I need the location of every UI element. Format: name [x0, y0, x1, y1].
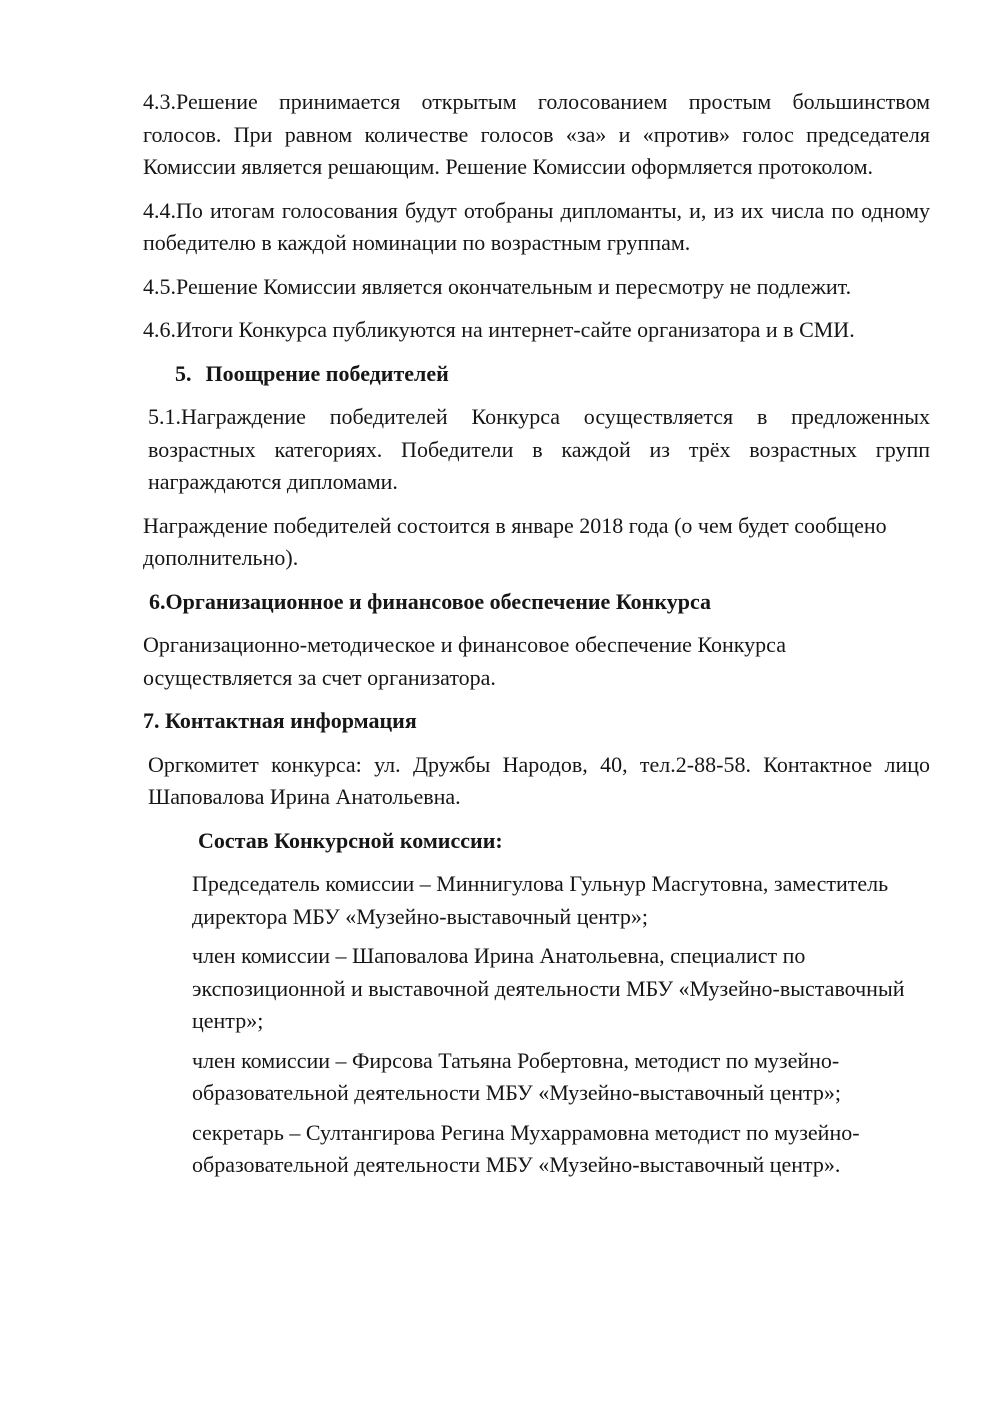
commission-member-1: член комиссии – Шаповалова Ирина Анатольевна, специалист по экспозиционной и выставочной деятельности МБУ «Музейно-выставочный центр»; [192, 943, 905, 1033]
section-7-heading: 7. Контактная информация [143, 708, 417, 733]
section-6-heading: 6.Организационное и финансовое обеспечение Конкурса [149, 588, 711, 614]
paragraph-contact-info: Оргкомитет конкурса: ул. Дружбы Народов, 40, тел.2-88-58. Контактное лицо Шаповалова Ирина Анатольевна. [148, 751, 930, 809]
paragraph-5-1: 5.1.Награждение победителей Конкурса осуществляется в предложенных возрастных категориях. Победители в каждой из трёх возрастных групп награждаются дипломами. [148, 404, 930, 494]
commission-members-list [143, 868, 930, 1182]
section-5-heading [143, 358, 930, 391]
paragraph-4-6: 4.6.Итоги Конкурса публикуются на интернет-сайте организатора и в СМИ. [143, 317, 855, 342]
commission-member-secretary: секретарь – Султангирова Регина Мухаррамовна методист по музейно-образовательной деятельности МБУ «Музейно-выставочный центр». [192, 1119, 860, 1177]
paragraph-4-3: 4.3.Решение принимается открытым голосованием простым большинством голосов. При равном количестве голосов «за» и «против» голос председателя Комиссии является решающим. Решение Комиссии оформляется протоколом. [143, 89, 930, 179]
section-5-number: 5. [175, 360, 192, 386]
section-5-title: Поощрение победителей [205, 360, 449, 386]
paragraph-org-finance: Организационно-методическое и финансовое обеспечение Конкурса осуществляется за счет организатора. [143, 632, 786, 690]
paragraph-award-date: Награждение победителей состоится в январе 2018 года (о чем будет сообщено дополнительно). [143, 512, 887, 570]
paragraph-4-4: 4.4.По итогам голосования будут отобраны дипломанты, и, из их числа по одному победителю в каждой номинации по возрастным группам. [143, 197, 930, 255]
commission-title: Состав Конкурсной комиссии: [198, 827, 503, 853]
paragraph-4-5: 4.5.Решение Комиссии является окончательным и пересмотру не подлежит. [143, 273, 852, 299]
commission-member-2: член комиссии – Фирсова Татьяна Робертовна, методист по музейно-образовательной деятельности МБУ «Музейно-выставочный центр»; [192, 1047, 841, 1105]
commission-member-chair: Председатель комиссии – Миннигулова Гульнур Масгутовна, заместитель директора МБУ «Музейно-выставочный центр»; [192, 871, 889, 929]
